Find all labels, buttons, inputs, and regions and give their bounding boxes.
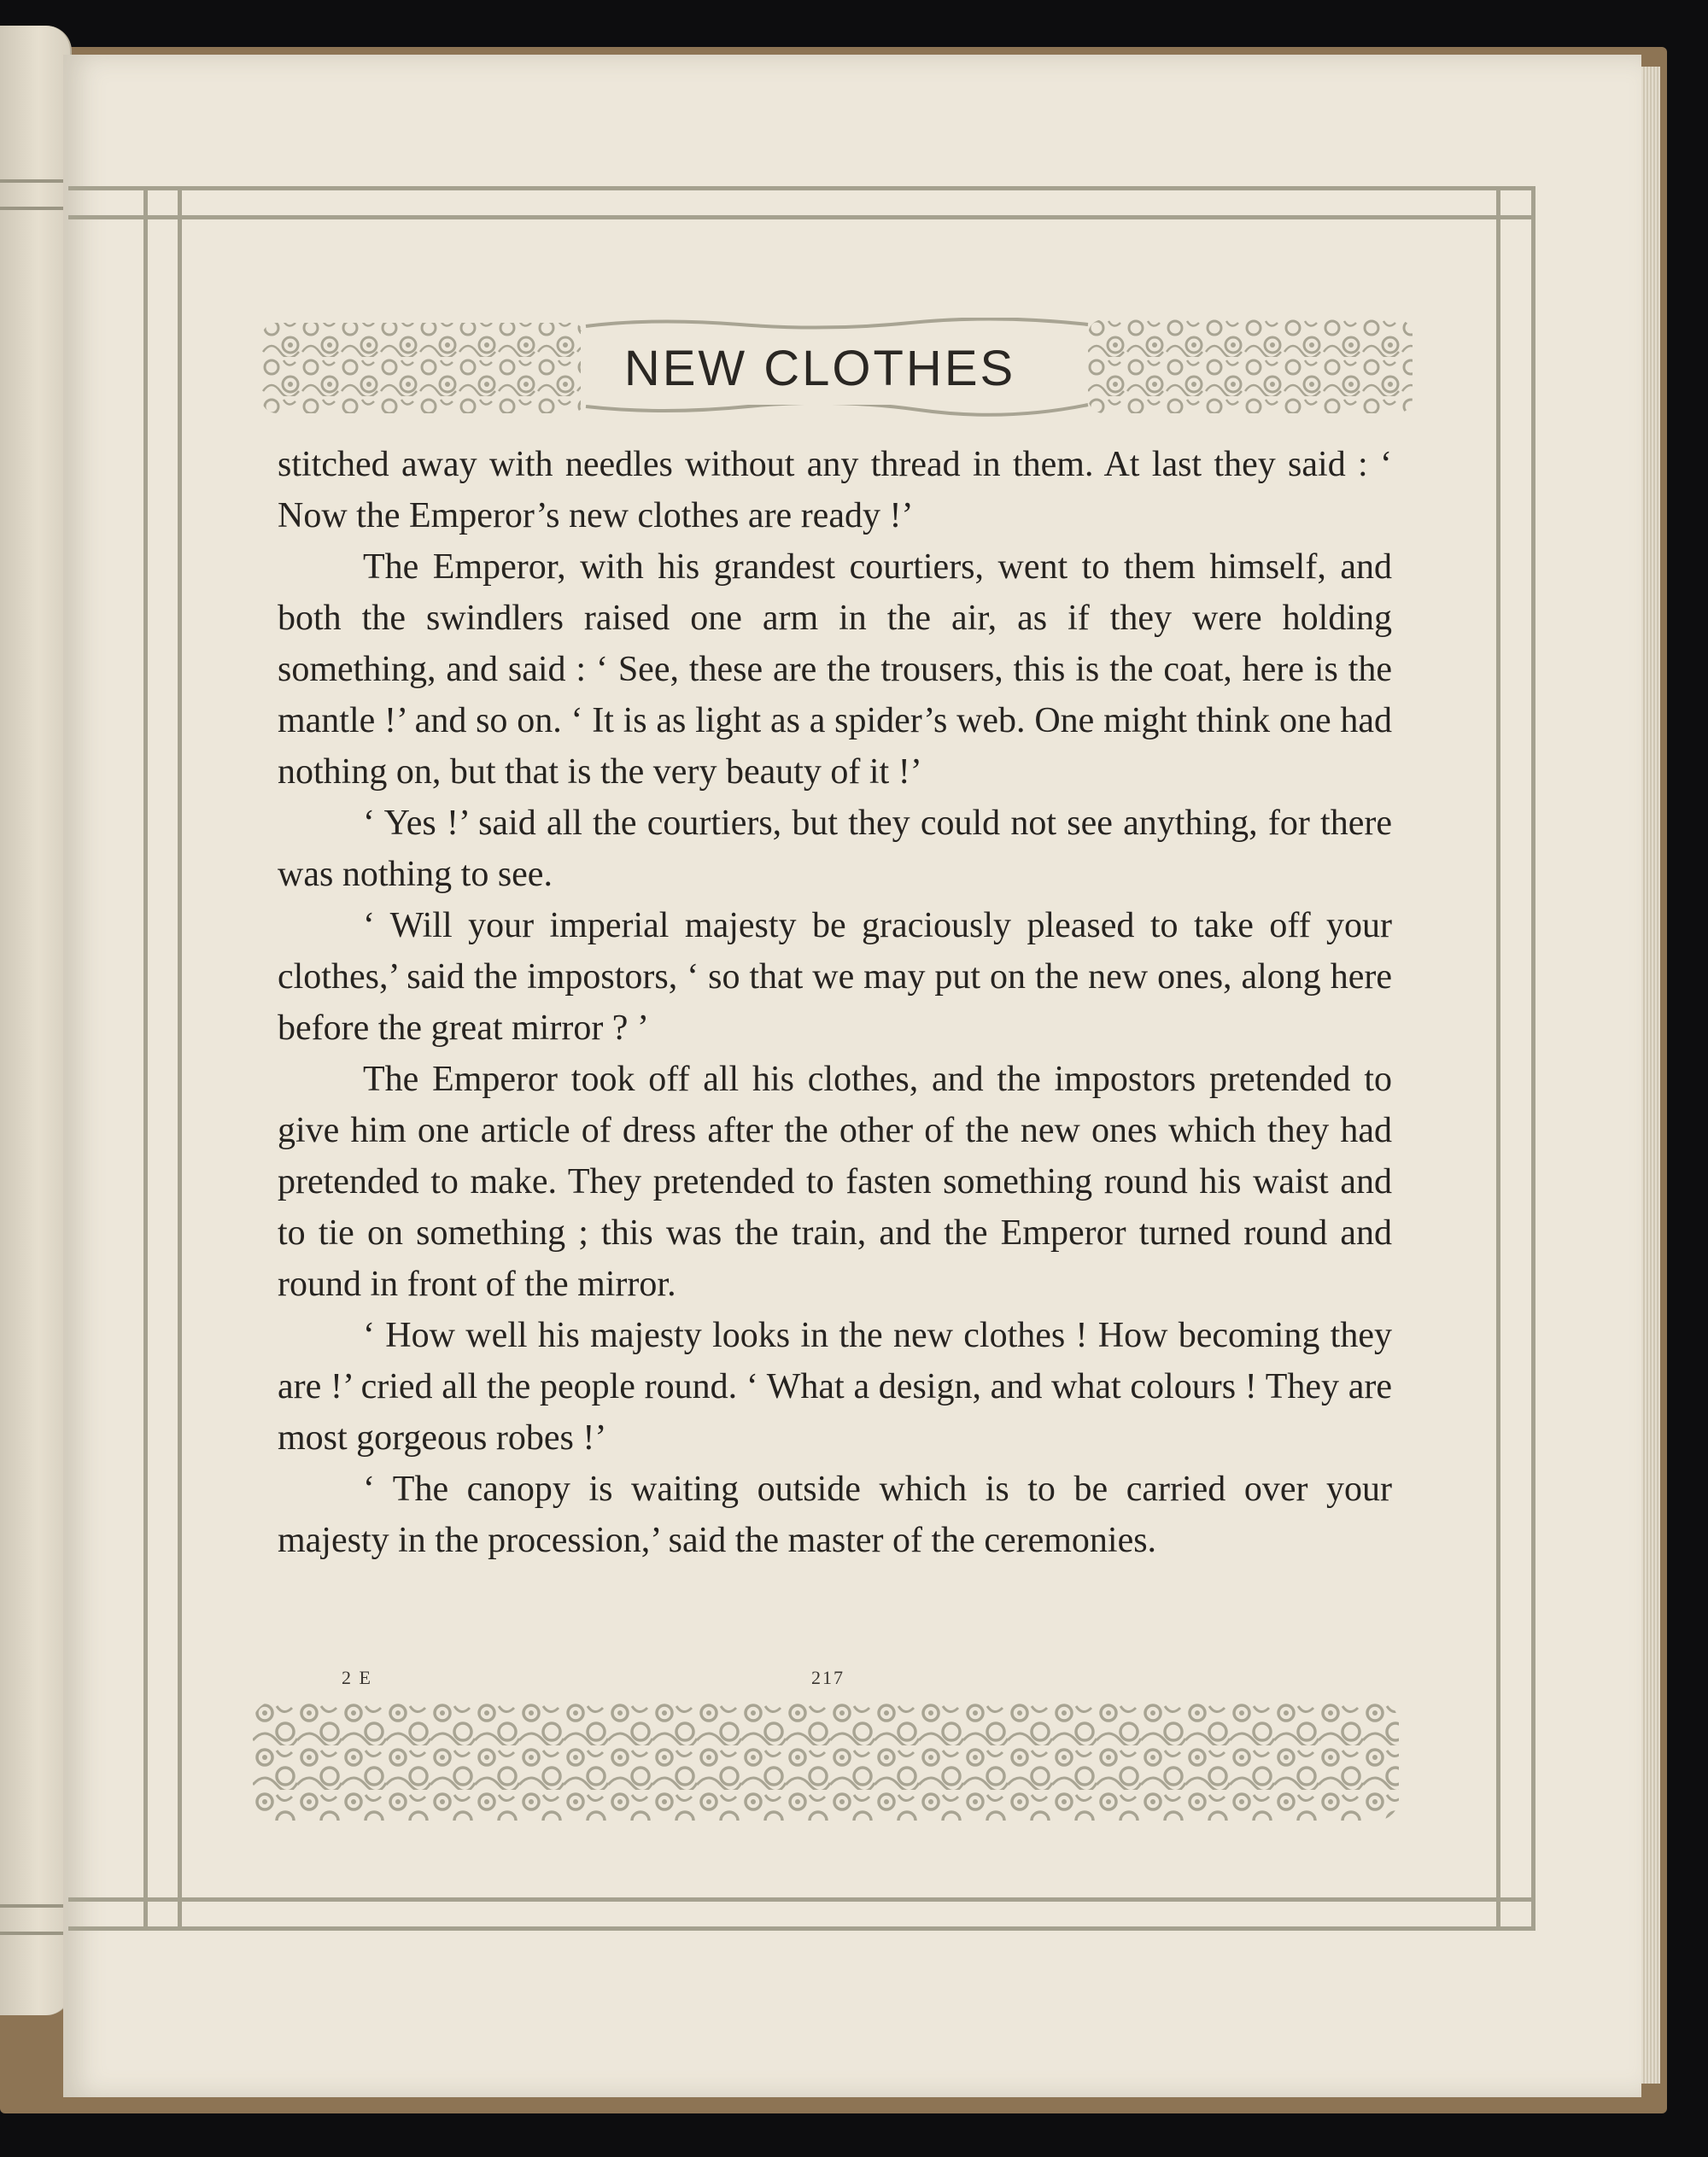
- paragraph: stitched away with needles without any thread in them. At last they said : ‘ Now the Emperor’s new clothes are ready !’: [278, 445, 1392, 535]
- frame-rule: [68, 1897, 1535, 1902]
- frame-rule: [68, 186, 1535, 190]
- left-page-rule: [0, 207, 70, 210]
- page-title: NEW CLOTHES: [581, 331, 1059, 405]
- page-edges: [1641, 67, 1660, 2084]
- paragraph: The Emperor, with his grandest courtiers, went to them himself, and both the swindlers raised one arm in the air, as if they were holding something, and said : ‘ See, these are the trousers, this is the coat, here is the mantle !’ and so on. ‘ It is as light as a spider’s web. One might think one had nothing on, but that is the very beauty of it !’: [278, 547, 1392, 792]
- floral-ornament-icon: [253, 1701, 1399, 1821]
- page-number: 217: [811, 1667, 845, 1688]
- paragraph: ‘ Will your imperial majesty be graciously pleased to take off your clothes,’ said the impostors, ‘ so that we may put on the new ones, along here before the great mirror ? ’: [278, 906, 1392, 1048]
- left-page-rule: [0, 1904, 70, 1908]
- paragraph: ‘ Yes !’ said all the courtiers, but they could not see anything, for there was nothing to see.: [278, 804, 1392, 894]
- paragraph: ‘ The canopy is waiting outside which is to be carried over your majesty in the procession,’ said the master of the ceremonies.: [278, 1470, 1392, 1560]
- frame-rule: [1531, 186, 1535, 1931]
- frame-rule: [143, 186, 148, 1931]
- frame-rule: [1496, 186, 1500, 1931]
- left-facing-page: [0, 26, 72, 2015]
- signature-mark: 2 E: [342, 1667, 372, 1688]
- frame-rule: [68, 215, 1535, 219]
- left-page-rule: [0, 179, 70, 183]
- frame-rule: [68, 1926, 1535, 1931]
- footer-ornament: [253, 1701, 1399, 1821]
- left-page-rule: [0, 1932, 70, 1935]
- paragraph: ‘ How well his majesty looks in the new clothes ! How becoming they are !’ cried all the people round. ‘ What a design, and what colours ! They are most gorgeous robes !’: [278, 1316, 1392, 1458]
- paragraph: The Emperor took off all his clothes, and the impostors pretended to give him one article of dress after the other of the new ones which they had pretended to make. They pretended to fasten something round his waist and to tie on something ; this was the train, and the Emperor turned round and round in front of the mirror.: [278, 1060, 1392, 1304]
- frame-rule: [178, 186, 182, 1931]
- body-text: [278, 439, 1392, 1566]
